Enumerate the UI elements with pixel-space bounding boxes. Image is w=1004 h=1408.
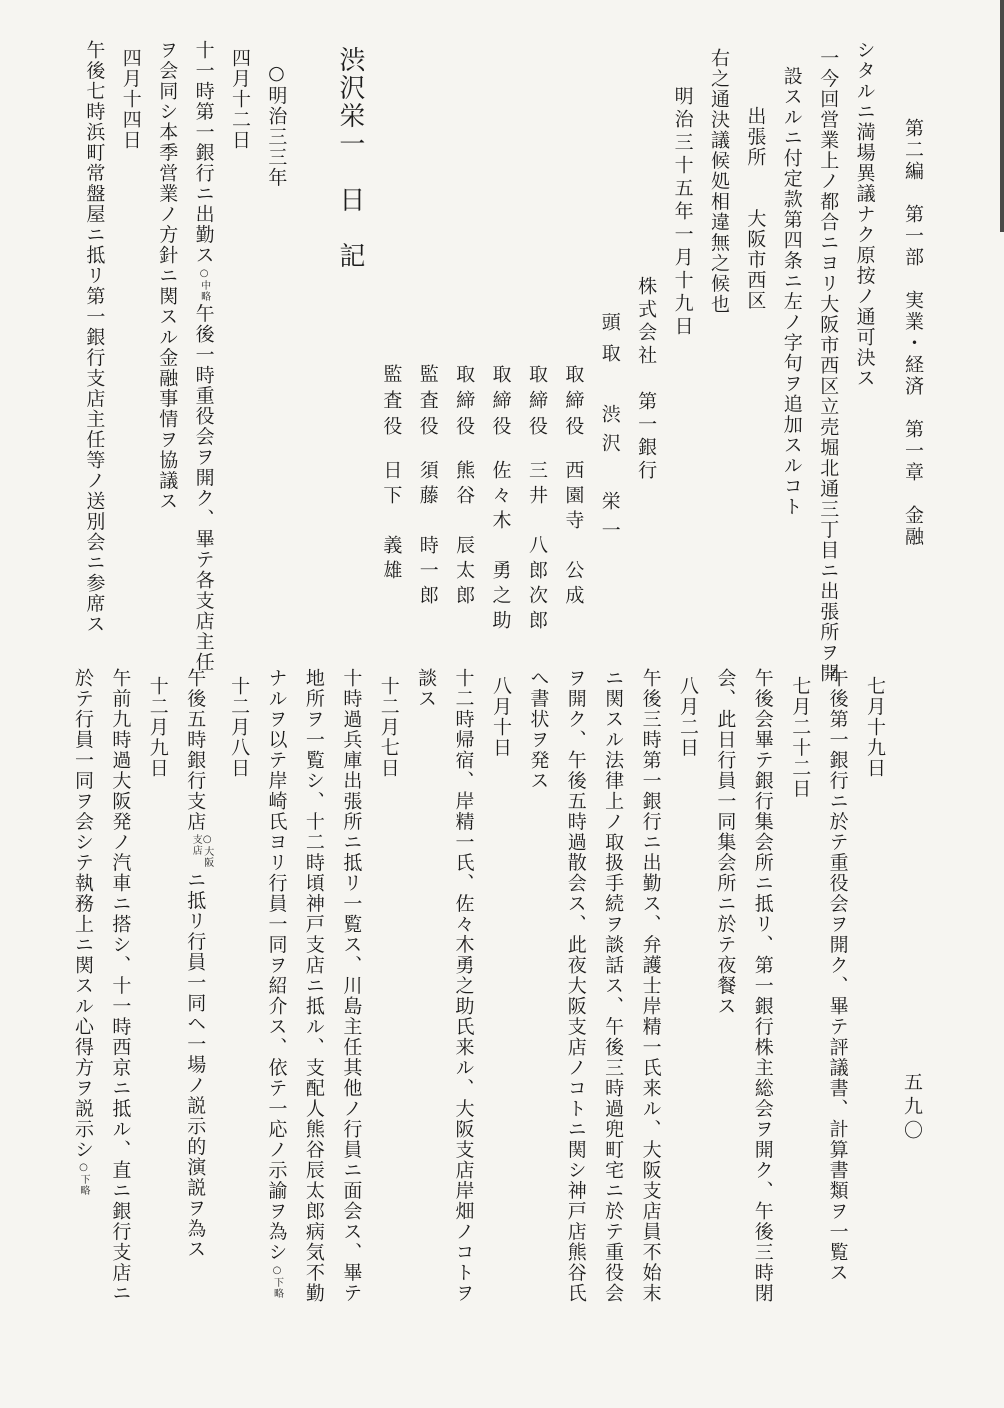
officer-signature (453, 364, 475, 684)
entry-date: 十二月八日 (228, 676, 251, 779)
entry-line: 午後第一銀行ニ於テ重役会ヲ開ク、畢テ評議書、計算書類ヲ一覧ス (826, 668, 849, 1283)
entry-line: ヲ会同シ本季営業ノ方針ニ関スル金融事情ヲ協議ス (156, 40, 179, 512)
entry-date: 八月十日 (489, 676, 512, 758)
officer-role: 取締役 (525, 364, 548, 442)
entry-text: 於テ行員一同ヲ会シテ執務上ニ関スル心得方ヲ説示シ (71, 668, 94, 1160)
running-head: 第二編 第一部 実業・経済 第一章 金融 (902, 118, 924, 548)
note-text: ○下略 (271, 1264, 283, 1299)
entry-date: 七月十九日 (864, 676, 886, 779)
resolution-branch-line: 出張所 大阪市西区 (744, 106, 767, 311)
resolution-item-line: 設スルニ付定款第四条ニ左ノ字句ヲ追加スルコト (780, 66, 803, 517)
entry-line: 午後会畢テ銀行集会所ニ抵リ、第一銀行株主総会ヲ開ク、午後三時閉 (751, 668, 774, 1304)
resolution-date-line: 明治三十五年一月十九日 (671, 86, 694, 339)
officer-role: 取締役 (489, 364, 512, 442)
entry-line: 午後三時第一銀行ニ出勤ス、弁護士岸精一氏来ル、大阪支店員不始末 (639, 668, 662, 1304)
officer-name: 日下 義雄 (380, 460, 403, 585)
officer-name: 三井 八郎次郎 (525, 460, 548, 635)
officer-name: 須藤 時一郎 (416, 460, 439, 610)
entry-text: 十一時第一銀行ニ出勤ス (192, 40, 215, 266)
page-number: 五九〇 (901, 1072, 923, 1144)
entry-text: ニ抵リ行員一同ヘ一場ノ説示的演説ヲ為ス (184, 870, 207, 1260)
officer-role: 頭取 (598, 312, 621, 374)
entry-date: 十二月七日 (377, 676, 400, 779)
officer-signature (380, 364, 402, 684)
note-text: ○大阪 (201, 834, 213, 868)
lower-text-block (57, 668, 886, 1328)
entry-line: ヲ開ク、午後五時過散会ス、此夜大阪支店ノコトニ関シ神戸店熊谷氏 (564, 668, 587, 1304)
note-text: ○中略 (198, 267, 210, 302)
entry-line: 午前九時過大阪発ノ汽車ニ搭シ、十一時西京ニ抵ル、直ニ銀行支店ニ (109, 668, 132, 1304)
officer-signature (598, 312, 620, 684)
inline-note-karyaku (271, 1265, 283, 1299)
entry-text: 午後一時重役会ヲ開ク、畢テ各支店主任 (192, 303, 215, 673)
officer-role: 監査役 (416, 364, 439, 442)
resolution-item-line: 一今回営業上ノ都合ニヨリ大阪市西区立売堀北通三丁目ニ出張所ヲ開 (817, 48, 840, 684)
inline-note-karyaku (77, 1162, 89, 1196)
entry-date: 七月二十二日 (789, 676, 812, 799)
officer-name: 佐々木 勇之助 (489, 460, 512, 635)
officer-role: 取締役 (453, 364, 476, 442)
officer-signature (562, 364, 584, 684)
entry-line: 十時過兵庫出張所ニ抵リ一覧ス、川島主任其他ノ行員ニ面会ス、畢テ (340, 668, 363, 1304)
entry-line (72, 668, 94, 1328)
entry-date: 十二月九日 (146, 676, 169, 779)
officer-signature (489, 364, 511, 684)
entry-line: 十二時帰宿、岸精一氏、佐々木勇之助氏来ル、大阪支店岸畑ノコトヲ (452, 668, 475, 1304)
entry-line: 会、此日行員一同集会所ニ於テ夜餐ス (714, 668, 737, 1017)
entry-line (192, 40, 214, 684)
upper-text-block (69, 40, 924, 684)
entry-line (265, 668, 287, 1328)
officer-role: 監査役 (380, 364, 403, 442)
officer-signature (416, 364, 438, 684)
entry-date: 四月十二日 (229, 48, 251, 151)
inline-note-churyaku (198, 268, 210, 302)
entry-line (184, 668, 213, 1328)
diary-title: 渋沢栄一 日 記 (334, 46, 365, 270)
entry-line: 談ス (415, 668, 438, 709)
scan-edge-artifact (1000, 0, 1004, 232)
diary-year-heading: ○明治三三年 (265, 62, 288, 188)
company-name-line: 株式会社 第一銀行 (635, 276, 658, 483)
officer-signature (526, 364, 548, 684)
officer-name: 西園寺 公成 (562, 460, 585, 610)
entry-line: へ書状ヲ発ス (527, 668, 550, 791)
entry-text: 午後五時銀行支店 (184, 668, 207, 832)
entry-line: ニ関スル法律上ノ取扱手続ヲ談話ス、午後三時過兜町宅ニ於テ重役会 (602, 668, 625, 1304)
officer-name: 熊谷 辰太郎 (453, 460, 476, 610)
entry-line: 地所ヲ一覧シ、十二時頃神戸支店ニ抵ル、支配人熊谷辰太郎病気不勤 (302, 668, 325, 1304)
note-text: ○下略 (77, 1162, 89, 1196)
entry-text: ナルヲ以テ岸崎氏ヨリ行員一同ヲ紹介ス、依テ一応ノ示諭ヲ為シ (265, 668, 288, 1263)
entry-date: 八月二日 (676, 676, 699, 758)
inline-note-osaka-shiten (190, 834, 213, 868)
entry-line: 午後七時浜町常盤屋ニ抵リ第一銀行支店主任等ノ送別会ニ参席ス (83, 40, 106, 635)
note-text: 支店 (190, 834, 202, 856)
resolution-closing-line: 右之通決議候処相違無之候也 (707, 48, 730, 315)
officer-role: 取締役 (562, 364, 585, 442)
entry-date: 四月十四日 (119, 48, 142, 151)
officer-name: 渋沢 栄一 (598, 404, 621, 549)
resolution-carryover-line: シタルニ満場異議ナク原按ノ通可決ス (853, 40, 876, 389)
